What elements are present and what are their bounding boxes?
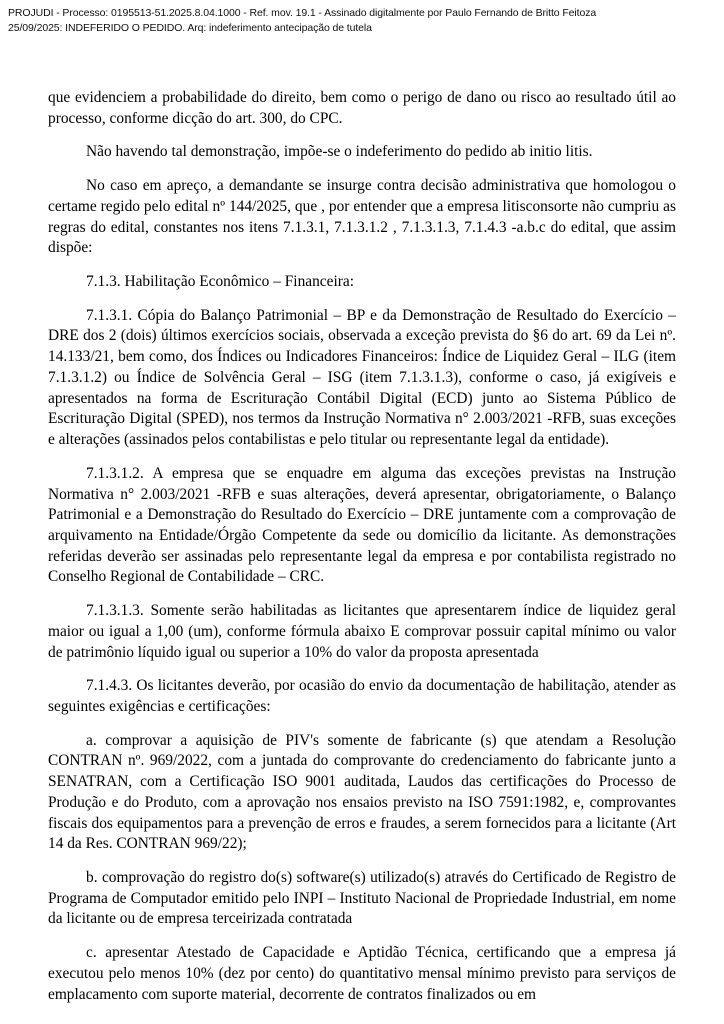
paragraph-continuation: que evidenciem a probabilidade do direito, bem como o perigo de dano ou risco ao resultado útil ao processo, conforme dicção do art. 300, do CPC.: [48, 89, 676, 127]
paragraph-no-demonstracao: Não havendo tal demonstração, impõe-se o indeferimento do pedido ab initio litis.: [86, 143, 593, 161]
paragraph-item-7-1-3: 7.1.3. Habilitação Econômico – Financeira:: [86, 273, 354, 291]
paragraph-item-a: a. comprovar a aquisição de PIV's somente de fabricante (s) que atendam a Resolução CONTRAN nº. 969/2022, com a juntada do comprovante do credenciamento do fabricante junto a SENATRAN, com a Certificação ISO 9001 auditada, Laudos das certificações do Processo de Produção e do Produto, com a aprovação nos ensaios previsto na ISO 7591:1982, e, comprovantes fiscais dos equipamentos para a prevenção de erros e fraudes, a serem fornecidos para a licitante (Art 14 da Res. CONTRAN 969/22);: [48, 731, 676, 853]
paragraph-caso-em-apreco: No caso em apreço, a demandante se insurge contra decisão administrativa que homologou o certame regido pelo edital nº 144/2025, que , por entender que a empresa litisconsorte não cumpriu as regras do edital, constantes nos itens 7.1.3.1, 7.1.3.1.2 , 7.1.3.1.3, 7.1.4.3 -a.b.c do edital, que assim dispõe:: [48, 177, 676, 257]
paragraph-item-7-1-3-1-3: 7.1.3.1.3. Somente serão habilitadas as licitantes que apresentarem índice de liquidez geral maior ou igual a 1,00 (um), conforme fórmula abaixo E comprovar possuir capital mínimo ou valor de patrimônio líquido igual ou superior a 10% do valor da proposta apresentada: [48, 602, 676, 661]
paragraph-item-b: b. comprovação do registro do(s) software(s) utilizado(s) através do Certificado de Registro de Programa de Computador emitido pelo INPI – Instituto Nacional de Propriedade Industrial, em nome da licitante ou de empresa terceirizada contratada: [48, 869, 676, 928]
header-decision-line: 25/09/2025: INDEFERIDO O PEDIDO. Arq: indeferimento antecipação de tutela: [8, 22, 372, 35]
projudi-header-stamp: [8, 6, 716, 36]
paragraph-item-7-1-3-1-2: 7.1.3.1.2. A empresa que se enquadre em alguma das exceções previstas na Instrução Normativa n° 2.003/2021 -RFB e suas alterações, deverá apresentar, obrigatoriamente, o Balanço Patrimonial e a Demonstração do Resultado do Exercício – DRE juntamente com a comprovação de arquivamento na Entidade/Órgão Competente da sede ou domicílio da licitante. As demonstrações referidas deverão ser assinadas pelo representante legal da empresa e por contabilista registrado no Conselho Regional de Contabilidade – CRC.: [48, 464, 676, 586]
document-body: [48, 88, 676, 1005]
header-process-line: PROJUDI - Processo: 0195513-51.2025.8.04.1000 - Ref. mov. 19.1 - Assinado digitalmente por Paulo Fernando de Britto Feitoza: [8, 7, 597, 19]
paragraph-item-7-1-3-1: 7.1.3.1. Cópia do Balanço Patrimonial – BP e da Demonstração de Resultado do Exercício – DRE dos 2 (dois) últimos exercícios sociais, observada a exceção prevista do §6 do art. 69 da Lei nº. 14.133/21, bem como, dos Índices ou Indicadores Financeiros: Índice de Liquidez Geral – ILG (item 7.1.3.1.2) ou Índice de Solvência Geral – ISG (item 7.1.3.1.3), conforme o caso, já exigíveis e apresentados na forma de Escrituração Contábil Digital (ECD) junto ao Sistema Público de Escrituração Digital (SPED), nos termos da Instrução Normativa n° 2.003/2021 -RFB, suas exceções e alterações (assinados pelos contabilistas e pelo titular ou representante legal da entidade).: [48, 306, 676, 449]
paragraph-item-7-1-4-3: 7.1.4.3. Os licitantes deverão, por ocasião do envio da documentação de habilitação, atender as seguintes exigências e certificações:: [48, 677, 676, 715]
paragraph-item-c: c. apresentar Atestado de Capacidade e Aptidão Técnica, certificando que a empresa já executou pelo menos 10% (dez por cento) do quantitativo mensal mínimo previsto para serviços de emplacamento com suporte material, decorrente de contratos finalizados ou em: [48, 944, 676, 1003]
